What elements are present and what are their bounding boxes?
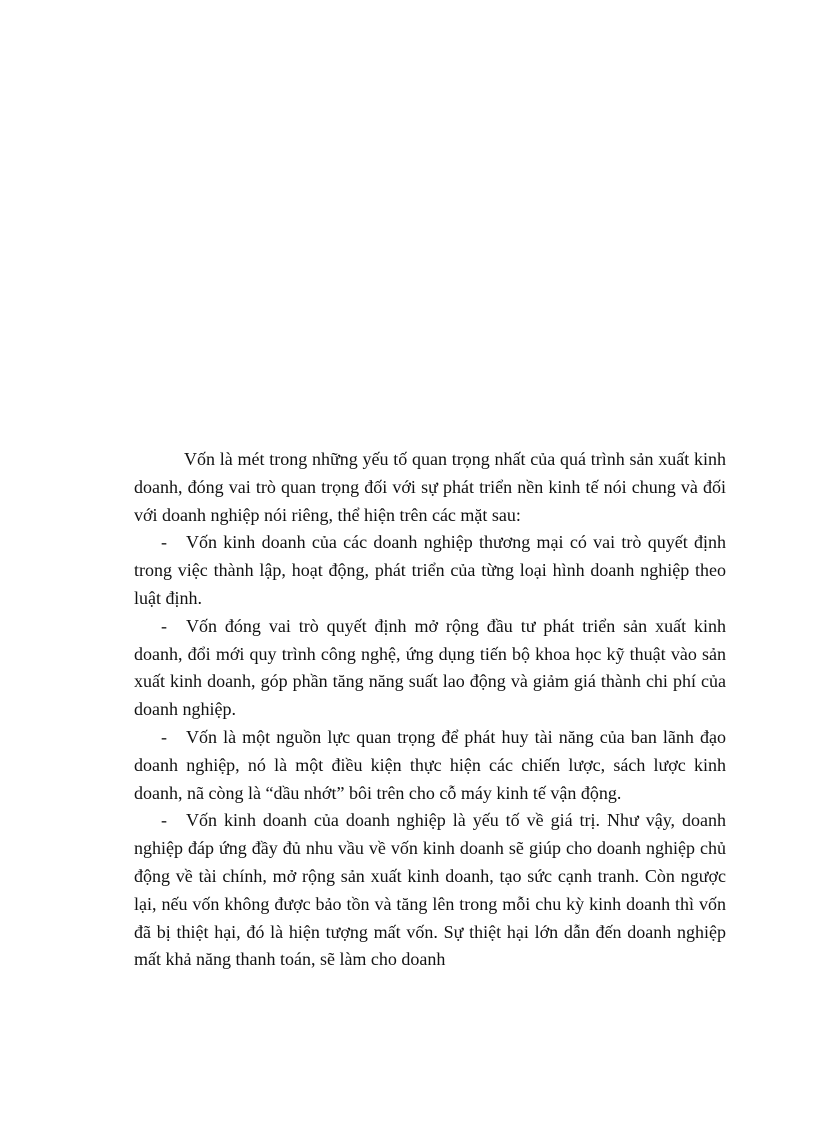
bullet-item — [134, 613, 726, 724]
bullet-item — [134, 807, 726, 974]
bullet-item — [134, 724, 726, 807]
bullet-dash: - — [161, 810, 167, 831]
bullet-text: Vốn là một nguồn lực quan trọng để phát huy tài năng của ban lãnh đạo doanh nghiệp, nó là một điều kiện thực hiện các chiến lược, sách lược kinh doanh, nã còng là “dầu nhớt” bôi trên cho cỗ máy kinh tế vận động. — [134, 726, 726, 803]
bullet-item — [134, 529, 726, 612]
bullet-dash: - — [161, 615, 167, 636]
bullet-dash: - — [161, 726, 167, 747]
bullet-text: Vốn kinh doanh của doanh nghiệp là yếu tố về giá trị. Như vậy, doanh nghiệp đáp ứng đầy đủ nhu vầu về vốn kinh doanh sẽ giúp cho doanh nghiệp chủ động về tài chính, mở rộng sản xuất kinh doanh, tạo sức cạnh tranh. Còn ngược lại, nếu vốn không được bảo tồn và tăng lên trong mỗi chu kỳ kinh doanh thì vốn đã bị thiệt hại, đó là hiện tượng mất vốn. Sự thiệt hại lớn dẫn đến doanh nghiệp mất khả năng thanh toán, sẽ làm cho doanh — [134, 810, 726, 970]
bullet-text: Vốn đóng vai trò quyết định mở rộng đầu tư phát triển sản xuất kinh doanh, đổi mới quy trình công nghệ, ứng dụng tiến bộ khoa học kỹ thuật vào sản xuất kinh doanh, góp phần tăng năng suất lao động và giảm giá thành chi phí của doanh nghiệp. — [134, 615, 726, 720]
bullet-text: Vốn kinh doanh của các doanh nghiệp thương mại có vai trò quyết định trong việc thành lập, hoạt động, phát triển của từng loại hình doanh nghiệp theo luật định. — [134, 532, 726, 608]
bullet-dash: - — [161, 532, 167, 553]
body-text — [134, 446, 726, 974]
intro-paragraph: Vốn là mét trong những yếu tố quan trọng nhất của quá trình sản xuất kinh doanh, đóng vai trò quan trọng đối với sự phát triển nền kinh tế nói chung và đối với doanh nghiệp nói riêng, thể hiện trên các mặt sau: — [134, 449, 726, 525]
